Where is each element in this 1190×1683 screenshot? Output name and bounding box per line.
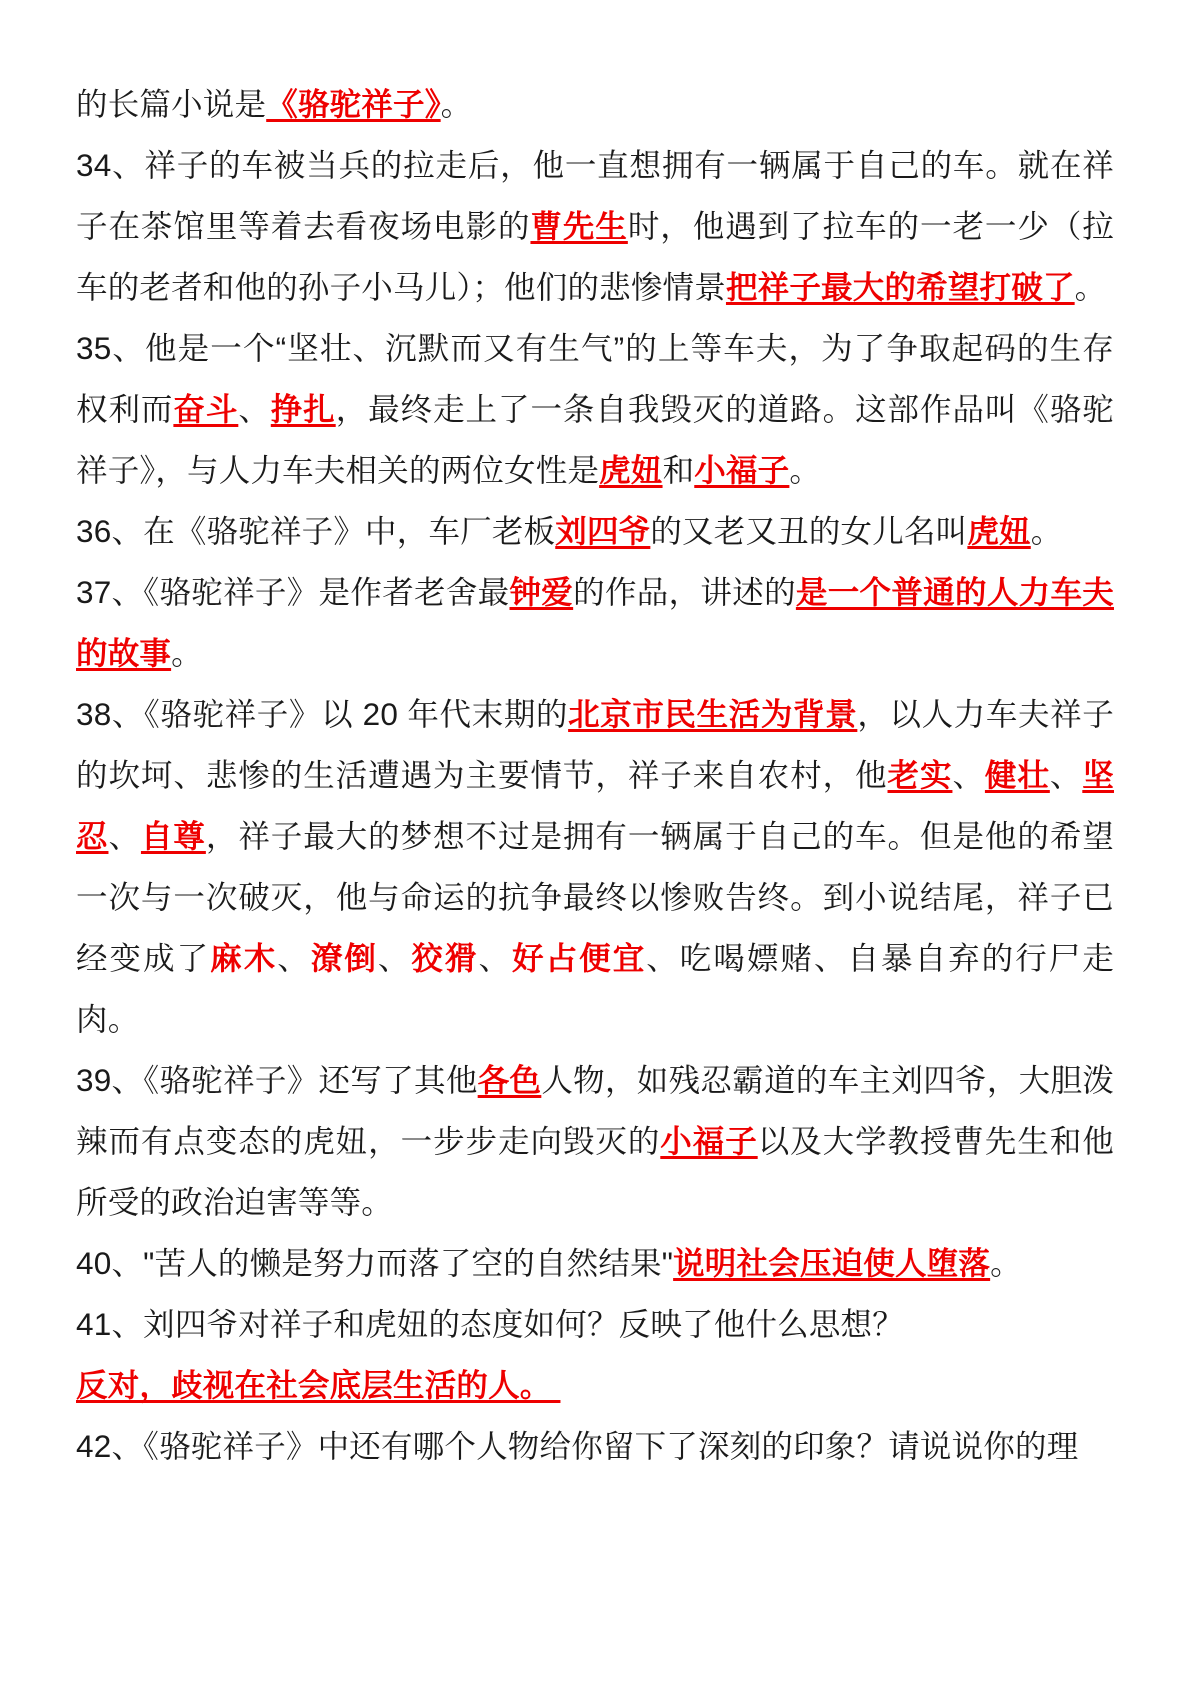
paragraph [76, 135, 1114, 318]
text-segment: 、 [478, 940, 513, 976]
paragraph [76, 1416, 1114, 1477]
text-segment: 。 [990, 1245, 1022, 1281]
paragraph [76, 1294, 1114, 1355]
answer-segment: 说明社会压迫使人堕落 [673, 1245, 991, 1281]
paragraph [76, 562, 1114, 684]
answer-segment: 把祥子最大的希望打破了 [725, 269, 1075, 305]
text-segment: 40、"苦人的懒是努力而落了空的自然结果" [76, 1245, 674, 1281]
text-segment: 38、《骆驼祥子》以 20 年代末期的 [76, 696, 569, 732]
answer-segment: 小福子 [660, 1123, 758, 1159]
answer-segment: 好占便宜 [512, 940, 647, 976]
text-segment: 、 [1049, 757, 1083, 793]
answer-segment: 坚忍 [76, 757, 1114, 854]
text-segment: 。 [1030, 513, 1063, 549]
paragraph [76, 318, 1114, 501]
paragraph [76, 684, 1114, 1050]
text-segment: 、 [377, 940, 412, 976]
answer-segment: 老实 [887, 757, 953, 793]
answer-segment: 奋斗 [173, 391, 239, 427]
text-segment: ，以人力车夫祥子的坎坷、悲惨的生活遭遇为主要情节，祥子来自农村，他 [76, 696, 1114, 793]
text-segment: 的又老又丑的女儿名叫 [650, 513, 968, 549]
text-segment: 人物，如残忍霸道的车主刘四爷，大胆泼辣而有点变态的虎妞，一步步走向毁灭的 [76, 1062, 1114, 1159]
text-segment: 的作品，讲述的 [573, 574, 796, 610]
text-segment: 、 [952, 757, 985, 793]
text-segment: 和 [662, 452, 695, 488]
document-body [76, 74, 1114, 1477]
answer-segment: 北京市民生活为背景 [568, 696, 858, 732]
text-segment: 34、祥子的车被当兵的拉走后，他一直想拥有一辆属于自己的车。就在祥子在茶馆里等着去看夜场电影的 [76, 147, 1114, 244]
text-segment: 。 [789, 452, 822, 488]
text-segment: 、吃喝嫖赌、自暴自弃的行尸走肉。 [76, 940, 1115, 1037]
text-segment: 时，他遇到了拉车的一老一少（拉车的老者和他的孙子小马儿）；他们的悲惨情景 [76, 208, 1114, 305]
text-segment: 36、在《骆驼祥子》中，车厂老板 [76, 513, 556, 549]
paragraph [76, 1233, 1114, 1294]
answer-segment: 曹先生 [530, 208, 628, 244]
text-segment: 39、《骆驼祥子》还写了其他 [76, 1062, 478, 1098]
answer-segment: 麻木 [210, 940, 278, 976]
text-segment: 、 [238, 391, 271, 427]
answer-segment: 狡猾 [411, 940, 479, 976]
answer-segment: 虎妞 [967, 513, 1031, 549]
text-segment: ，最终走上了一条自我毁灭的道路。这部作品叫《骆驼祥子》，与人力车夫相关的两位女性是 [76, 391, 1114, 488]
text-segment: 。 [440, 86, 473, 122]
text-segment: 。 [1074, 269, 1107, 305]
text-segment: 以及大学教授曹先生和他所受的政治迫害等等。 [76, 1123, 1114, 1220]
answer-segment: 健壮 [984, 757, 1050, 793]
text-segment: 41、刘四爷对祥子和虎妞的态度如何？反映了他什么思想？ [76, 1306, 904, 1342]
text-segment: 42、《骆驼祥子》中还有哪个人物给你留下了深刻的印象？请说说你的理 [76, 1428, 1079, 1464]
paragraph [76, 1050, 1114, 1233]
text-segment: 、 [277, 940, 311, 976]
answer-segment: 虎妞 [599, 452, 663, 488]
answer-segment: 挣扎 [270, 391, 336, 427]
text-segment: 37、《骆驼祥子》是作者老舍最 [76, 574, 510, 610]
answer-segment: 小福子 [694, 452, 790, 488]
answer-segment: 是一个普通的人力车夫的故事 [76, 574, 1114, 671]
answer-segment: 反对，歧视在社会底层生活的人。 [76, 1367, 561, 1403]
answer-segment: 各色 [477, 1062, 542, 1098]
answer-segment: 刘四爷 [555, 513, 651, 549]
text-segment: ，祥子最大的梦想不过是拥有一辆属于自己的车。但是他的希望一次与一次破灭，他与命运的抗争最终以惨败告终。到小说结尾，祥子已经变成了 [76, 818, 1114, 976]
text-segment: 。 [171, 635, 203, 671]
paragraph [76, 1355, 1114, 1416]
text-segment: 、 [108, 818, 141, 854]
answer-segment: 自尊 [140, 818, 206, 854]
answer-segment: 钟爱 [509, 574, 574, 610]
text-segment: 的长篇小说是 [76, 86, 267, 122]
paragraph [76, 501, 1114, 562]
answer-segment: 潦倒 [310, 940, 378, 976]
answer-segment: 《骆驼祥子》 [266, 86, 441, 122]
paragraph [76, 74, 1114, 135]
text-segment: 35、他是一个“坚壮、沉默而又有生气”的上等车夫，为了争取起码的生存权利而 [76, 330, 1114, 427]
